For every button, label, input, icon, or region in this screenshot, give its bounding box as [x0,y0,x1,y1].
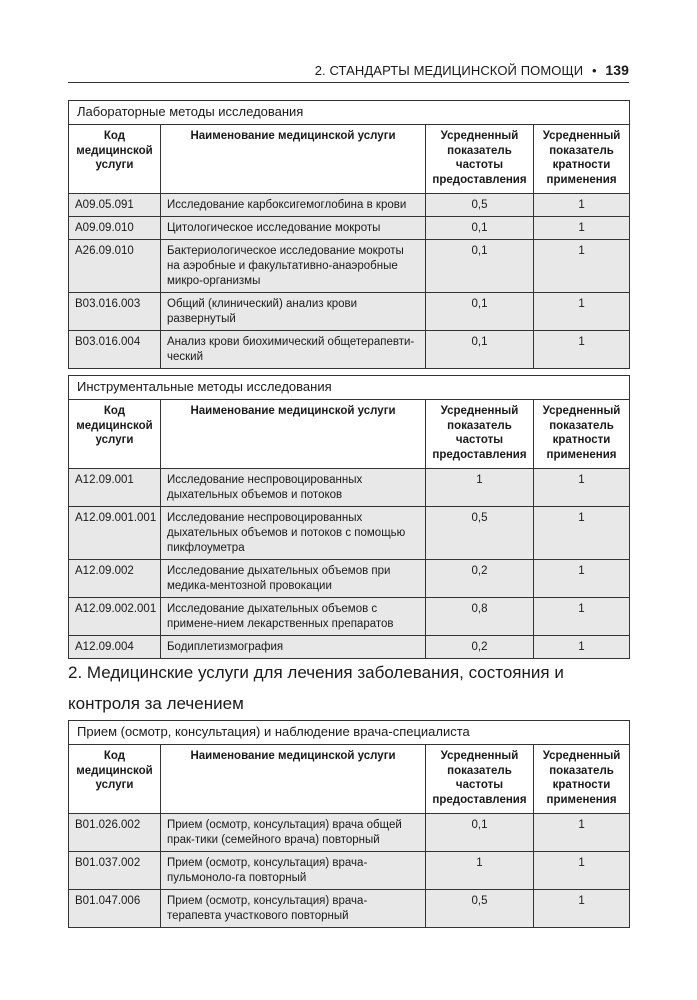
table-row [69,852,630,890]
frequency-value: 0,1 [426,814,534,852]
table-row [69,293,630,331]
frequency-value: 0,8 [426,598,534,636]
multiplicity-value: 1 [534,560,630,598]
multiplicity-value: 1 [534,293,630,331]
service-code: A09.09.010 [69,217,161,240]
table-row [69,507,630,560]
header-code: Код медицинской услуги [69,125,161,194]
section-heading: 2. Медицинские услуги для лечения заболевания, состояния и контроля за лечением [68,663,564,713]
multiplicity-value: 1 [534,890,630,928]
frequency-value: 0,1 [426,293,534,331]
table-row [69,194,630,217]
running-head-title: 2. СТАНДАРТЫ МЕДИЦИНСКОЙ ПОМОЩИ [314,63,584,78]
header-code: Код медицинской услуги [69,745,161,814]
header-multiplicity: Усредненный показатель кратности применения [534,125,630,194]
service-code: A12.09.002.001 [69,598,161,636]
service-name: Исследование дыхательных объемов при медика-ментозной провокации [161,560,426,598]
header-multiplicity: Усредненный показатель кратности применения [534,400,630,469]
service-code: B01.047.006 [69,890,161,928]
service-code: A12.09.001.001 [69,507,161,560]
frequency-value: 0,5 [426,194,534,217]
bullet-separator: • [591,63,597,78]
header-frequency: Усредненный показатель частоты предоставления [426,125,534,194]
table-caption: Прием (осмотр, консультация) и наблюдение врача-специалиста [69,721,630,745]
header-name: Наименование медицинской услуги [161,745,426,814]
frequency-value: 0,1 [426,331,534,369]
table-row [69,890,630,928]
table-caption-row [69,376,630,400]
table-caption-row [69,721,630,745]
multiplicity-value: 1 [534,217,630,240]
table-row [69,217,630,240]
table-caption: Лабораторные методы исследования [69,101,630,125]
header-rule [68,82,629,83]
frequency-value: 0,2 [426,560,534,598]
service-name: Исследование неспровоцированных дыхательных объемов и потоков [161,469,426,507]
service-name: Исследование дыхательных объемов с примене-нием лекарственных препаратов [161,598,426,636]
frequency-value: 0,2 [426,636,534,659]
multiplicity-value: 1 [534,636,630,659]
table-row [69,240,630,293]
table-caption: Инструментальные методы исследования [69,376,630,400]
header-code: Код медицинской услуги [69,400,161,469]
frequency-value: 0,5 [426,890,534,928]
service-code: B03.016.003 [69,293,161,331]
multiplicity-value: 1 [534,194,630,217]
service-code: A26.09.010 [69,240,161,293]
service-name: Исследование неспровоцированных дыхательных объемов и потоков с помощью пикфлоуметра [161,507,426,560]
service-code: A12.09.002 [69,560,161,598]
service-code: B01.037.002 [69,852,161,890]
service-name: Анализ крови биохимический общетерапевти-ческий [161,331,426,369]
service-name: Прием (осмотр, консультация) врача-пульмоноло-га повторный [161,852,426,890]
header-frequency: Усредненный показатель частоты предоставления [426,400,534,469]
multiplicity-value: 1 [534,852,630,890]
table-row [69,814,630,852]
table-row [69,598,630,636]
frequency-value: 1 [426,469,534,507]
multiplicity-value: 1 [534,331,630,369]
page-number: 139 [605,62,629,78]
header-multiplicity: Усредненный показатель кратности применения [534,745,630,814]
column-header-row [69,400,630,469]
multiplicity-value: 1 [534,240,630,293]
table-row [69,469,630,507]
lab-methods-table [68,100,630,369]
specialist-visits-table [68,720,630,928]
running-head [68,62,629,78]
header-name: Наименование медицинской услуги [161,400,426,469]
service-name: Исследование карбоксигемоглобина в крови [161,194,426,217]
frequency-value: 0,1 [426,217,534,240]
service-name: Бодиплетизмография [161,636,426,659]
frequency-value: 0,1 [426,240,534,293]
service-code: B01.026.002 [69,814,161,852]
service-code: A12.09.004 [69,636,161,659]
table-caption-row [69,101,630,125]
header-name: Наименование медицинской услуги [161,125,426,194]
service-code: A09.05.091 [69,194,161,217]
service-name: Бактериологическое исследование мокроты на аэробные и факультативно-анаэробные микро-организмы [161,240,426,293]
table-row [69,560,630,598]
multiplicity-value: 1 [534,507,630,560]
service-name: Прием (осмотр, консультация) врача-терапевта участкового повторный [161,890,426,928]
service-name: Общий (клинический) анализ крови развернутый [161,293,426,331]
service-name: Цитологическое исследование мокроты [161,217,426,240]
frequency-value: 1 [426,852,534,890]
column-header-row [69,125,630,194]
instrumental-methods-table [68,375,630,659]
table-row [69,636,630,659]
multiplicity-value: 1 [534,814,630,852]
multiplicity-value: 1 [534,469,630,507]
column-header-row [69,745,630,814]
header-frequency: Усредненный показатель частоты предоставления [426,745,534,814]
frequency-value: 0,5 [426,507,534,560]
service-name: Прием (осмотр, консультация) врача общей прак-тики (семейного врача) повторный [161,814,426,852]
table-row [69,331,630,369]
service-code: A12.09.001 [69,469,161,507]
service-code: B03.016.004 [69,331,161,369]
multiplicity-value: 1 [534,598,630,636]
